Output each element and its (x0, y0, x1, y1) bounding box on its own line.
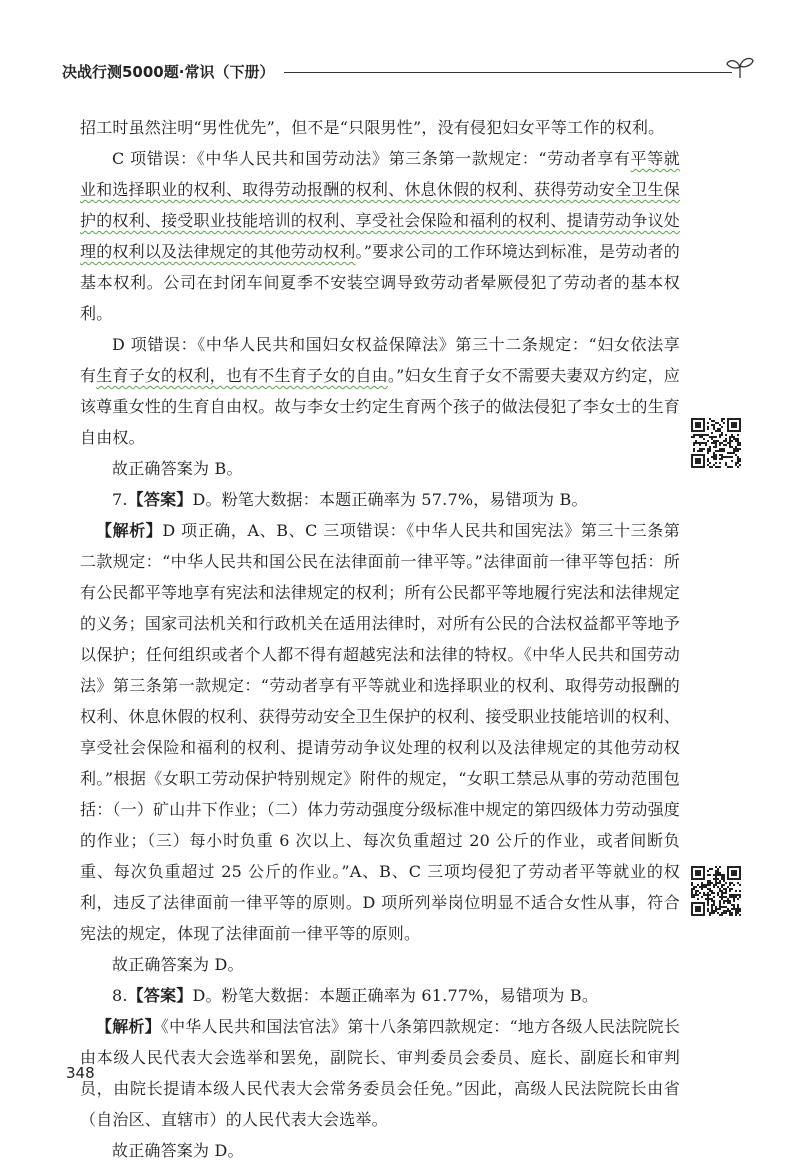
answer-explanation-body (80, 112, 680, 1166)
question-7-analysis (80, 515, 680, 949)
question-7-answer-text: D。粉笔大数据：本题正确率为 57.7%，易错项为 B。 (192, 490, 588, 509)
answer-label-2: 【答案】 (127, 986, 193, 1005)
answer-line-3: 故正确答案为 D。 (112, 1141, 244, 1160)
option-c-intro: C 项错误：《中华人民共和国劳动法》第三条第一款规定：“劳动者享有 (112, 149, 631, 168)
paragraph-option-c (80, 143, 680, 329)
question-7-answer (80, 484, 680, 515)
question-8-analysis (80, 1011, 680, 1135)
running-header (62, 62, 752, 90)
question-8-number: 8. (112, 986, 128, 1005)
paragraph-option-d (80, 329, 680, 453)
question-7-number: 7. (112, 490, 128, 509)
analysis-label: 【解析】 (96, 521, 163, 540)
question-8-answer (80, 980, 680, 1011)
question-7-analysis-text: D 项正确，A、B、C 三项错误：《中华人民共和国宪法》第三十三条第二款规定：“中华人民共和国公民在法律面前一律平等。”法律面前一律平等包括：所有公民都平等地享有宪法和法律规定的权利；所有公民都平等地履行宪法和法律规定的义务；国家司法机关和行政机关在适用法律时，对所有公民的合法权益都平等地予以保护；任何组织或者个人都不得有超越宪法和法律的特权。《中华人民共和国劳动法》第三条第一款规定：“劳动者享有平等就业和选择职业的权利、取得劳动报酬的权利、休息休假的权利、获得劳动安全卫生保护的权利、接受职业技能培训的权利、享受社会保险和福利的权利、提请劳动争议处理的权利以及法律规定的其他劳动权利。”根据《女职工劳动保护特别规定》附件的规定，“女职工禁忌从事的劳动范围包括：（一）矿山井下作业；（二）体力劳动强度分级标准中规定的第四级体力劳动强度的作业；（三）每小时负重 6 次以上、每次负重超过 20 公斤的作业，或者间断负重、每次负重超过 25 公斤的作业。”A、B、C 三项均侵犯了劳动者平等就业的权利，违反了法律面前一律平等的原则。D 项所列举岗位明显不适合女性从事，符合宪法的规定，体现了法律面前一律平等的原则。 (80, 521, 680, 943)
answer-line-1: 故正确答案为 B。 (112, 459, 243, 478)
option-d-rest: 。”妇女生育子女不需要夫妻双方约定，应该尊重女性的生育自由权。故与李女士约定生育两个孩子的做法侵犯了李女士的生育自由权。 (80, 366, 681, 447)
answer-line-2: 故正确答案为 D。 (112, 955, 244, 974)
option-c-rest: 。”要求公司的工作环境达到标准，是劳动者的基本权利。公司在封闭车间夏季不安装空调导致劳动者晕厥侵犯了劳动者的基本权利。 (80, 242, 680, 323)
option-d-intro: D 项错误：《中华人民共和国妇女权益保障法》第三十二条规定：“妇女依法享有 (80, 335, 680, 385)
paragraph-1: 招工时虽然注明“男性优先”，但不是“只限男性”，没有侵犯妇女平等工作的权利。 (80, 118, 665, 137)
question-8-analysis-text: 《中华人民共和国法官法》第十八条第四款规定：“地方各级人民法院院长由本级人民代表大会选举和罢免，副院长、审判委员会委员、庭长、副庭长和审判员，由院长提请本级人民代表大会常务委员会任免。”因此，高级人民法院院长由省（自治区、直辖市）的人民代表大会选举。 (80, 1017, 681, 1129)
header-title: 决战行测5000题·常识（下册） (62, 63, 275, 81)
question-8-answer-text: D。粉笔大数据：本题正确率为 61.77%，易错项为 B。 (192, 986, 599, 1005)
page-number: 348 (66, 1064, 95, 1082)
header-rule (284, 72, 732, 73)
qr-code-icon[interactable] (691, 866, 741, 916)
highlighted-law-text-2: 生育子女的权利，也有不生育子女的自由 (96, 366, 388, 385)
highlighted-law-text: 平等就业和选择职业的权利、取得劳动报酬的权利、休息休假的权利、获得劳动安全卫生保护的权利、接受职业技能培训的权利、享受社会保险和福利的权利、提请劳动争议处理的权利以及法律规定的其他劳动权利 (80, 149, 680, 261)
qr-code-icon[interactable] (691, 418, 741, 468)
analysis-label-2: 【解析】 (96, 1017, 161, 1036)
leaf-sprout-icon (724, 54, 756, 80)
answer-label: 【答案】 (127, 490, 193, 509)
